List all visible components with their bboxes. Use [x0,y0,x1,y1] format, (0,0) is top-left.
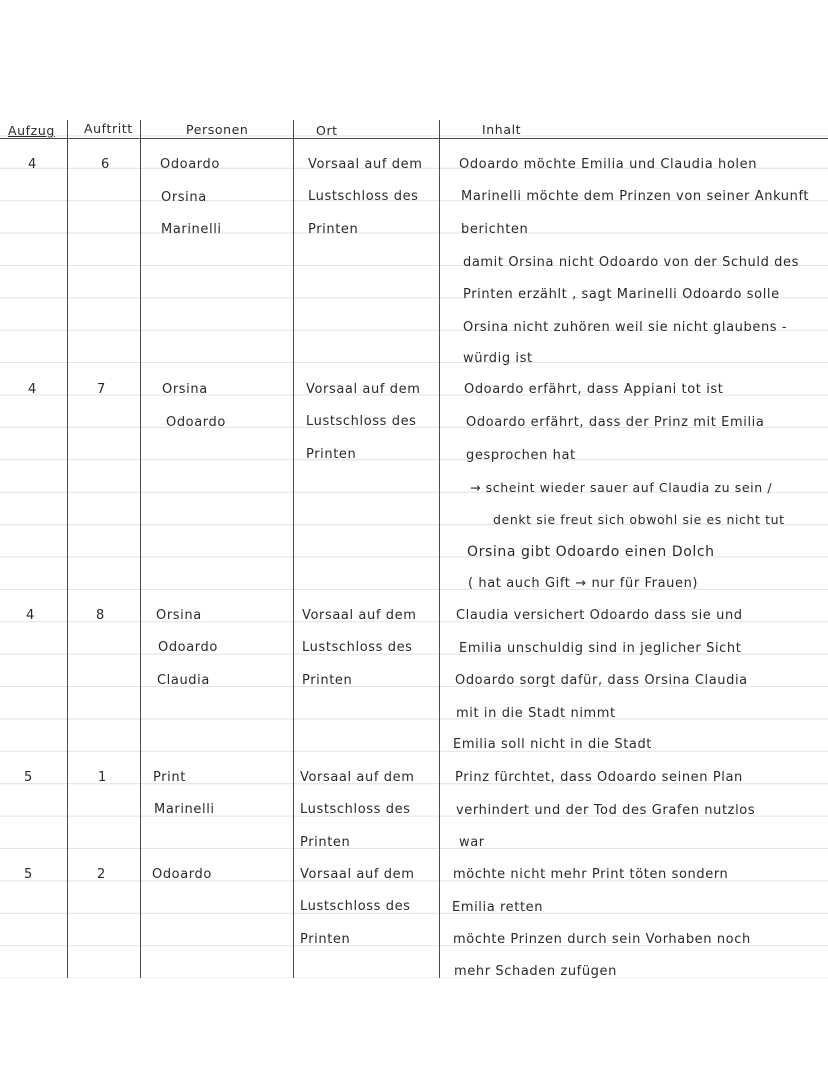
row2-inhalt-1: Odoardo erfährt, dass Appiani tot ist [464,382,724,397]
row1-ort-2: Lustschloss des [308,189,419,204]
row5-ort-3: Printen [300,932,351,947]
row5-auftritt: 2 [97,867,106,882]
row3-aufzug: 4 [26,608,35,623]
row5-inhalt-2: Emilia retten [452,900,544,915]
row3-ort-2: Lustschloss des [302,640,413,655]
row4-person-1: Print [153,770,186,785]
row2-inhalt-4: → scheint wieder sauer auf Claudia zu sein / [470,480,773,495]
row2-aufzug: 4 [28,382,37,397]
row1-ort-3: Printen [308,222,359,237]
column-divider-3 [293,120,294,978]
row3-inhalt-3: Odoardo sorgt dafür, dass Orsina Claudia [455,673,748,688]
row1-auftritt: 6 [101,157,110,172]
row4-ort-2: Lustschloss des [300,802,411,817]
row5-ort-2: Lustschloss des [300,899,411,914]
row5-inhalt-3: möchte Prinzen durch sein Vorhaben noch [453,932,751,947]
row2-inhalt-2: Odoardo erfährt, dass der Prinz mit Emilia [466,415,765,430]
row5-inhalt-1: möchte nicht mehr Print töten sondern [453,867,729,882]
row5-ort-1: Vorsaal auf dem [300,867,415,882]
header-personen: Personen [186,122,249,137]
header-inhalt: Inhalt [482,122,522,137]
row4-auftritt: 1 [98,770,107,785]
row3-inhalt-2: Emilia unschuldig sind in jeglicher Sicht [459,641,742,656]
row2-inhalt-6: Orsina gibt Odoardo einen Dolch [467,544,715,560]
row1-inhalt-1: Odoardo möchte Emilia und Claudia holen [459,157,758,172]
row1-inhalt-5: Printen erzählt , sagt Marinelli Odoardo solle [463,287,780,302]
row2-auftritt: 7 [97,382,106,397]
row2-inhalt-3: gesprochen hat [466,448,576,463]
row3-auftritt: 8 [96,608,105,623]
row2-inhalt-7: ( hat auch Gift → nur für Frauen) [468,576,699,591]
row4-inhalt-2: verhindert und der Tod des Grafen nutzlos [456,803,756,818]
row5-aufzug: 5 [24,867,33,882]
row4-person-2: Marinelli [154,802,215,817]
row1-inhalt-6: Orsina nicht zuhören weil sie nicht glaubens - [463,320,788,335]
row3-inhalt-5: Emilia soll nicht in die Stadt [453,737,653,752]
row1-aufzug: 4 [28,157,37,172]
header-ort: Ort [316,123,338,138]
row1-inhalt-4: damit Orsina nicht Odoardo von der Schuld des [463,255,799,270]
row4-ort-3: Printen [300,835,351,850]
row1-inhalt-2: Marinelli möchte dem Prinzen von seiner Ankunft [461,189,810,204]
row5-person-1: Odoardo [152,867,212,882]
row2-person-1: Orsina [162,382,208,397]
row4-aufzug: 5 [24,770,33,785]
row1-person-2: Orsina [161,190,207,205]
header-aufzug: Aufzug [8,123,55,138]
row4-inhalt-3: war [459,835,485,850]
row2-person-2: Odoardo [166,415,226,430]
row2-ort-1: Vorsaal auf dem [306,382,421,397]
row3-ort-1: Vorsaal auf dem [302,608,417,623]
row1-person-3: Marinelli [161,222,222,237]
row2-ort-2: Lustschloss des [306,414,417,429]
header-auftritt: Auftritt [84,121,133,136]
row3-inhalt-1: Claudia versichert Odoardo dass sie und [456,608,743,623]
row4-inhalt-1: Prinz fürchtet, dass Odoardo seinen Plan [455,770,743,785]
row3-person-3: Claudia [157,673,210,688]
column-divider-1 [67,120,68,978]
header-underline [0,138,828,139]
row1-inhalt-7: würdig ist [463,351,533,366]
row2-ort-3: Printen [306,447,357,462]
row1-person-1: Odoardo [160,157,220,172]
row4-ort-1: Vorsaal auf dem [300,770,415,785]
row3-inhalt-4: mit in die Stadt nimmt [456,706,616,721]
column-divider-2 [140,120,141,978]
row3-person-1: Orsina [156,608,202,623]
row2-inhalt-5: denkt sie freut sich obwohl sie es nicht tut [493,512,785,527]
column-divider-4 [439,120,440,978]
row1-inhalt-3: berichten [461,222,529,237]
row3-person-2: Odoardo [158,640,218,655]
row3-ort-3: Printen [302,673,353,688]
row1-ort-1: Vorsaal auf dem [308,157,423,172]
row5-inhalt-4: mehr Schaden zufügen [454,964,617,979]
